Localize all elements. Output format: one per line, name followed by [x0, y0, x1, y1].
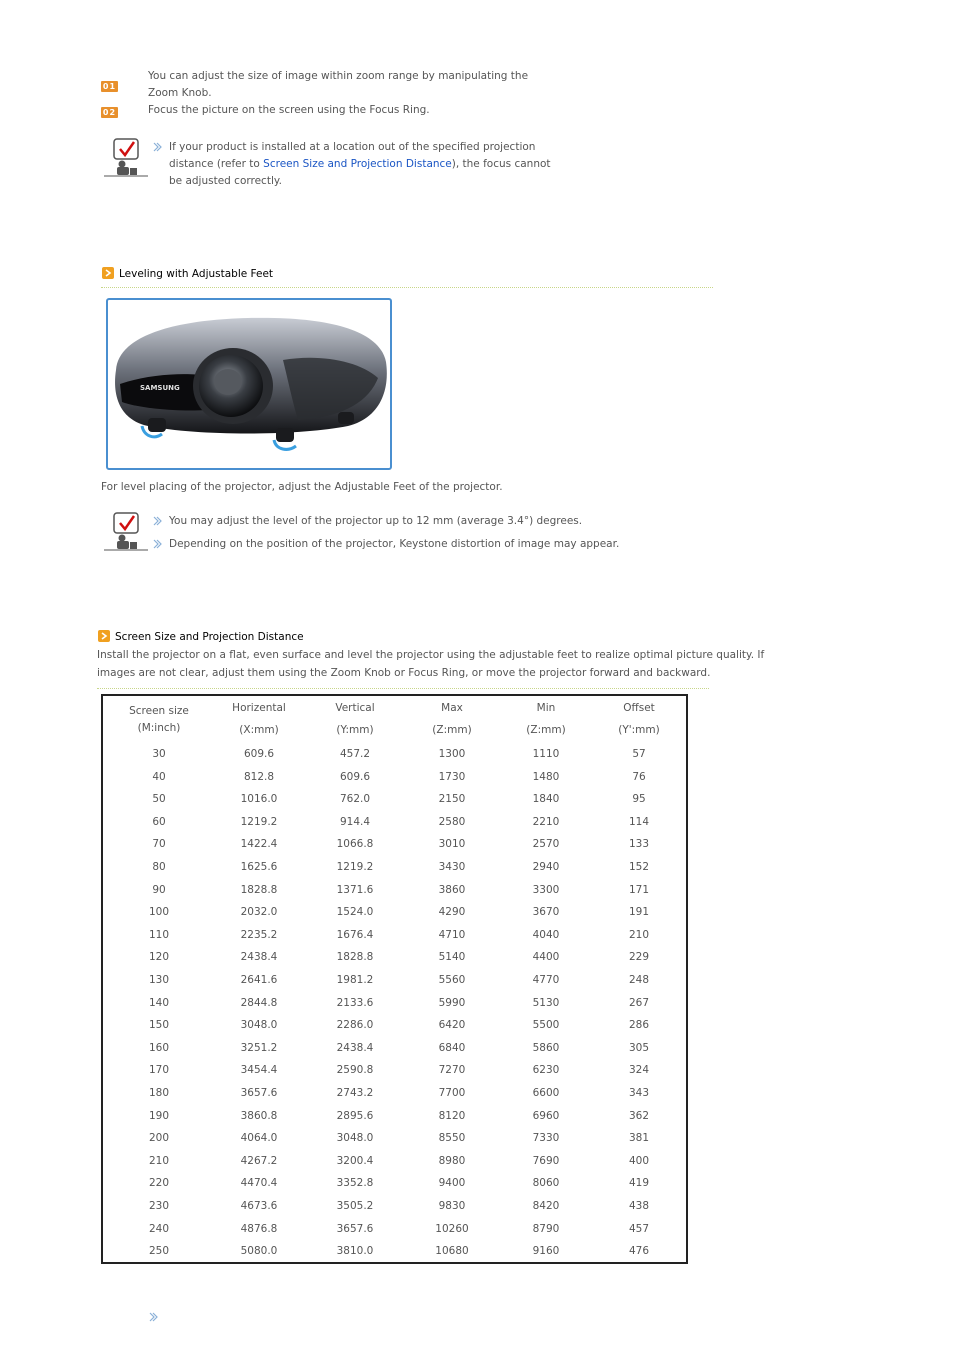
table-cell: 1219.2: [240, 815, 278, 828]
table-cell: 1480: [532, 770, 560, 783]
table-cell: 4064.0: [240, 1132, 278, 1145]
note1-text: [169, 139, 551, 190]
table-header-unit: (M:inch): [137, 722, 181, 734]
table-row: [103, 1223, 686, 1239]
table-row: [103, 1019, 686, 1035]
table-cell: 8550: [438, 1132, 466, 1145]
step-badge-01: 01: [102, 82, 117, 91]
table-cell: 2743.2: [336, 1087, 374, 1099]
note2-item-1: [169, 513, 582, 530]
step-01-text: [148, 68, 528, 102]
step-01-line1: You can adjust the size of image within zoom range by manipulating the: [148, 70, 529, 82]
table-row: [103, 1177, 686, 1193]
note2-item-2-text: Depending on the position of the projector, Keystone distortion of image may appear.: [169, 538, 620, 550]
table-row: [103, 951, 686, 967]
note1-line2-before: distance (refer to: [169, 158, 264, 170]
table-cell: 3251.2: [240, 1041, 278, 1054]
table-cell: 10260: [435, 1222, 469, 1235]
section-arrow-icon: [98, 630, 110, 642]
table-cell: 1219.2: [336, 861, 374, 873]
table-cell: 7690: [532, 1154, 560, 1167]
table-cell: 5560: [438, 974, 466, 986]
table-cell: 60: [152, 815, 166, 828]
table-cell: 210: [628, 928, 650, 941]
table-row: [103, 1155, 686, 1171]
table-cell: 1840: [532, 793, 560, 806]
table-cell: 286: [628, 1019, 650, 1032]
table-header-unit: (Z:mm): [526, 724, 566, 736]
table-cell: 1828.8: [240, 883, 278, 896]
table-cell: 240: [148, 1222, 170, 1235]
table-cell: 2590.8: [336, 1064, 374, 1077]
table-cell: 210: [148, 1154, 170, 1167]
table-cell: 150: [148, 1019, 170, 1032]
table-cell: 1676.4: [336, 928, 374, 941]
table-cell: 248: [628, 974, 650, 986]
table-cell: 8980: [438, 1154, 466, 1167]
intro-line2: images are not clear, adjust them using the Zoom Knob or Focus Ring, or move the projector forward and backward.: [97, 667, 711, 679]
table-cell: 9400: [438, 1177, 466, 1190]
table-cell: 3657.6: [336, 1222, 374, 1235]
projector-photo: [106, 298, 392, 470]
table-row: [103, 793, 686, 809]
table-header-label: Screen size: [129, 705, 189, 717]
table-cell: 229: [628, 951, 650, 964]
table-cell: 180: [148, 1087, 170, 1099]
table-cell: 8420: [532, 1200, 560, 1212]
bullet-arrow-icon: [153, 539, 163, 549]
table-cell: 152: [628, 861, 650, 873]
table-cell: 57: [632, 748, 646, 760]
leveling-title-text: Leveling with Adjustable Feet: [119, 268, 274, 280]
table-cell: 1371.6: [336, 883, 374, 896]
table-cell: 3200.4: [336, 1154, 374, 1167]
table-cell: 8060: [532, 1177, 560, 1190]
screen-size-title-text: Screen Size and Projection Distance: [115, 631, 304, 643]
table-cell: 2895.6: [336, 1109, 374, 1122]
table-cell: 200: [148, 1132, 170, 1145]
divider: [97, 688, 709, 689]
table-cell: 4267.2: [240, 1154, 278, 1167]
table-cell: 9830: [438, 1200, 466, 1212]
table-cell: 4400: [532, 951, 560, 964]
table-cell: 250: [148, 1245, 170, 1258]
table-cell: 170: [148, 1064, 170, 1077]
table-row: [103, 906, 686, 922]
table-cell: 30: [152, 748, 166, 760]
table-cell: 110: [148, 928, 170, 941]
step-02-text: Focus the picture on the screen using the Focus Ring.: [148, 104, 430, 116]
table-cell: 8790: [532, 1222, 560, 1235]
table-cell: 1110: [532, 748, 560, 760]
note2-item-2: [169, 536, 619, 553]
table-cell: 1981.2: [336, 974, 374, 986]
table-cell: 10680: [435, 1245, 469, 1258]
table-cell: 5130: [532, 996, 560, 1009]
table-cell: 5500: [532, 1019, 560, 1032]
table-cell: 4040: [532, 928, 560, 941]
table-cell: 812.8: [243, 770, 275, 783]
table-cell: 1625.6: [240, 861, 278, 873]
table-cell: 419: [628, 1177, 650, 1190]
note2-item-1-text: You may adjust the level of the projector up to 12 mm (average 3.4°) degrees.: [169, 515, 583, 527]
table-cell: 2641.6: [240, 974, 278, 986]
step-01-line2: Zoom Knob.: [148, 87, 212, 99]
table-cell: 3048.0: [336, 1132, 374, 1145]
table-cell: 400: [628, 1154, 650, 1167]
note-check-icon: [104, 511, 148, 551]
table-cell: 343: [628, 1087, 650, 1099]
table-cell: 7270: [438, 1064, 466, 1077]
note1-line3: be adjusted correctly.: [169, 175, 282, 187]
table-cell: 438: [628, 1200, 650, 1212]
table-cell: 3860: [438, 883, 466, 896]
table-cell: 1730: [438, 770, 466, 783]
table-header-label: Max: [441, 702, 463, 714]
table-cell: 3505.2: [336, 1200, 374, 1212]
table-cell: 100: [148, 906, 170, 919]
table-cell: 2210: [532, 815, 560, 828]
step-badge-02: 02: [102, 108, 117, 117]
leveling-caption: For level placing of the projector, adjust the Adjustable Feet of the projector.: [101, 481, 503, 493]
table-cell: 3454.4: [240, 1064, 278, 1077]
table-cell: 1300: [438, 748, 466, 760]
screen-size-section-title: [98, 630, 304, 644]
table-cell: 476: [628, 1245, 650, 1258]
table-cell: 1066.8: [336, 838, 374, 851]
table-cell: 133: [628, 838, 650, 851]
table-cell: 160: [148, 1041, 170, 1054]
table-row: [103, 861, 686, 877]
table-cell: 1524.0: [336, 906, 374, 919]
samsung-logo-text: SAMSUNG: [140, 384, 180, 392]
table-cell: 9160: [532, 1245, 560, 1258]
table-header-label: Min: [536, 702, 556, 714]
table-cell: 381: [628, 1132, 650, 1145]
table-cell: 2286.0: [336, 1019, 374, 1032]
table-cell: 4290: [438, 906, 466, 919]
note-check-icon: [104, 137, 148, 177]
table-cell: 5140: [438, 951, 466, 964]
table-row: [103, 997, 686, 1013]
table-cell: 3657.6: [240, 1087, 278, 1099]
table-header-unit: (Y':mm): [618, 724, 660, 736]
table-cell: 70: [152, 838, 166, 851]
table-cell: 2133.6: [336, 996, 374, 1009]
table-cell: 457.2: [339, 748, 371, 760]
table-cell: 3670: [532, 906, 560, 919]
table-cell: 5990: [438, 996, 466, 1009]
table-cell: 305: [628, 1041, 650, 1054]
table-cell: 2150: [438, 793, 466, 806]
table-cell: 4710: [438, 928, 466, 941]
table-row: [103, 771, 686, 787]
table-cell: 114: [628, 815, 650, 828]
note1-line2-after: ), the focus cannot: [451, 158, 551, 170]
table-header-label: Horizental: [232, 702, 286, 714]
table-cell: 3810.0: [336, 1245, 374, 1258]
table-cell: 6840: [438, 1041, 466, 1054]
divider: [101, 287, 713, 288]
table-cell: 362: [628, 1109, 650, 1122]
bullet-arrow-icon: [153, 516, 163, 526]
table-cell: 914.4: [339, 815, 371, 828]
table-cell: 3430: [438, 861, 466, 873]
table-cell: 267: [628, 996, 650, 1009]
table-cell: 140: [148, 996, 170, 1009]
table-cell: 220: [148, 1177, 170, 1190]
table-cell: 3300: [532, 883, 560, 896]
table-cell: 3860.8: [240, 1109, 278, 1122]
table-cell: 5080.0: [240, 1245, 278, 1258]
table-cell: 7330: [532, 1132, 560, 1145]
table-row: [103, 929, 686, 945]
table-row: [103, 974, 686, 990]
table-row: [103, 1042, 686, 1058]
table-row: [103, 884, 686, 900]
table-cell: 2438.4: [240, 951, 278, 964]
table-row: [103, 838, 686, 854]
table-cell: 120: [148, 951, 170, 964]
leveling-section-title: [102, 267, 273, 281]
table-cell: 2570: [532, 838, 560, 851]
table-header-unit: (Y:mm): [336, 724, 374, 736]
table-cell: 324: [628, 1064, 650, 1077]
table-cell: 80: [152, 861, 166, 873]
table-cell: 191: [628, 906, 650, 919]
table-row: [103, 1110, 686, 1126]
table-cell: 8120: [438, 1109, 466, 1122]
screen-size-intro: [97, 646, 764, 682]
table-cell: 4470.4: [240, 1177, 278, 1190]
bullet-arrow-icon: [149, 1312, 159, 1322]
table-cell: 609.6: [243, 748, 275, 760]
table-row: [103, 1200, 686, 1216]
table-row: [103, 816, 686, 832]
table-header-unit: (Z:mm): [432, 724, 472, 736]
table-cell: 3010: [438, 838, 466, 851]
table-cell: 230: [148, 1200, 170, 1212]
table-cell: 2438.4: [336, 1041, 374, 1054]
table-cell: 50: [152, 793, 166, 806]
table-cell: 6230: [532, 1064, 560, 1077]
table-cell: 6960: [532, 1109, 560, 1122]
table-cell: 76: [632, 770, 646, 783]
table-header-unit: (X:mm): [239, 724, 279, 736]
table-cell: 2235.2: [240, 928, 278, 941]
table-cell: 3352.8: [336, 1177, 374, 1190]
table-row: [103, 1132, 686, 1148]
table-cell: 1828.8: [336, 951, 374, 964]
table-cell: 762.0: [339, 793, 371, 806]
table-cell: 4876.8: [240, 1222, 278, 1235]
table-cell: 2580: [438, 815, 466, 828]
table-cell: 1016.0: [240, 793, 278, 806]
table-cell: 40: [152, 770, 166, 783]
table-header-label: Vertical: [335, 702, 375, 714]
table-cell: 95: [632, 793, 646, 806]
table-cell: 609.6: [339, 770, 371, 783]
table-cell: 90: [152, 883, 166, 896]
projection-distance-table: [101, 694, 688, 1264]
table-cell: 2940: [532, 861, 560, 873]
table-row: [103, 748, 686, 764]
table-cell: 7700: [438, 1087, 466, 1099]
table-row: [103, 1064, 686, 1080]
table-cell: 4673.6: [240, 1200, 278, 1212]
table-cell: 1422.4: [240, 838, 278, 851]
table-cell: 457: [628, 1222, 650, 1235]
table-cell: 190: [148, 1109, 170, 1122]
table-cell: 2032.0: [240, 906, 278, 919]
section-arrow-icon: [102, 267, 114, 279]
intro-line1: Install the projector on a flat, even surface and level the projector using the adjustable feet to realize optimal picture quality. If: [97, 649, 765, 661]
table-cell: 130: [148, 974, 170, 986]
table-row: [103, 1087, 686, 1103]
table-cell: 6600: [532, 1087, 560, 1099]
bullet-arrow-icon: [153, 142, 163, 152]
table-cell: 2844.8: [240, 996, 278, 1009]
table-cell: 5860: [532, 1041, 560, 1054]
table-row: [103, 1245, 686, 1261]
table-cell: 171: [628, 883, 650, 896]
table-cell: 3048.0: [240, 1019, 278, 1032]
note1-line1: If your product is installed at a location out of the specified projection: [169, 141, 536, 153]
projector-illustration: [108, 300, 390, 468]
screen-size-link[interactable]: Screen Size and Projection Distance: [263, 158, 452, 170]
table-cell: 4770: [532, 974, 560, 986]
table-cell: 6420: [438, 1019, 466, 1032]
table-header-label: Offset: [623, 702, 655, 714]
